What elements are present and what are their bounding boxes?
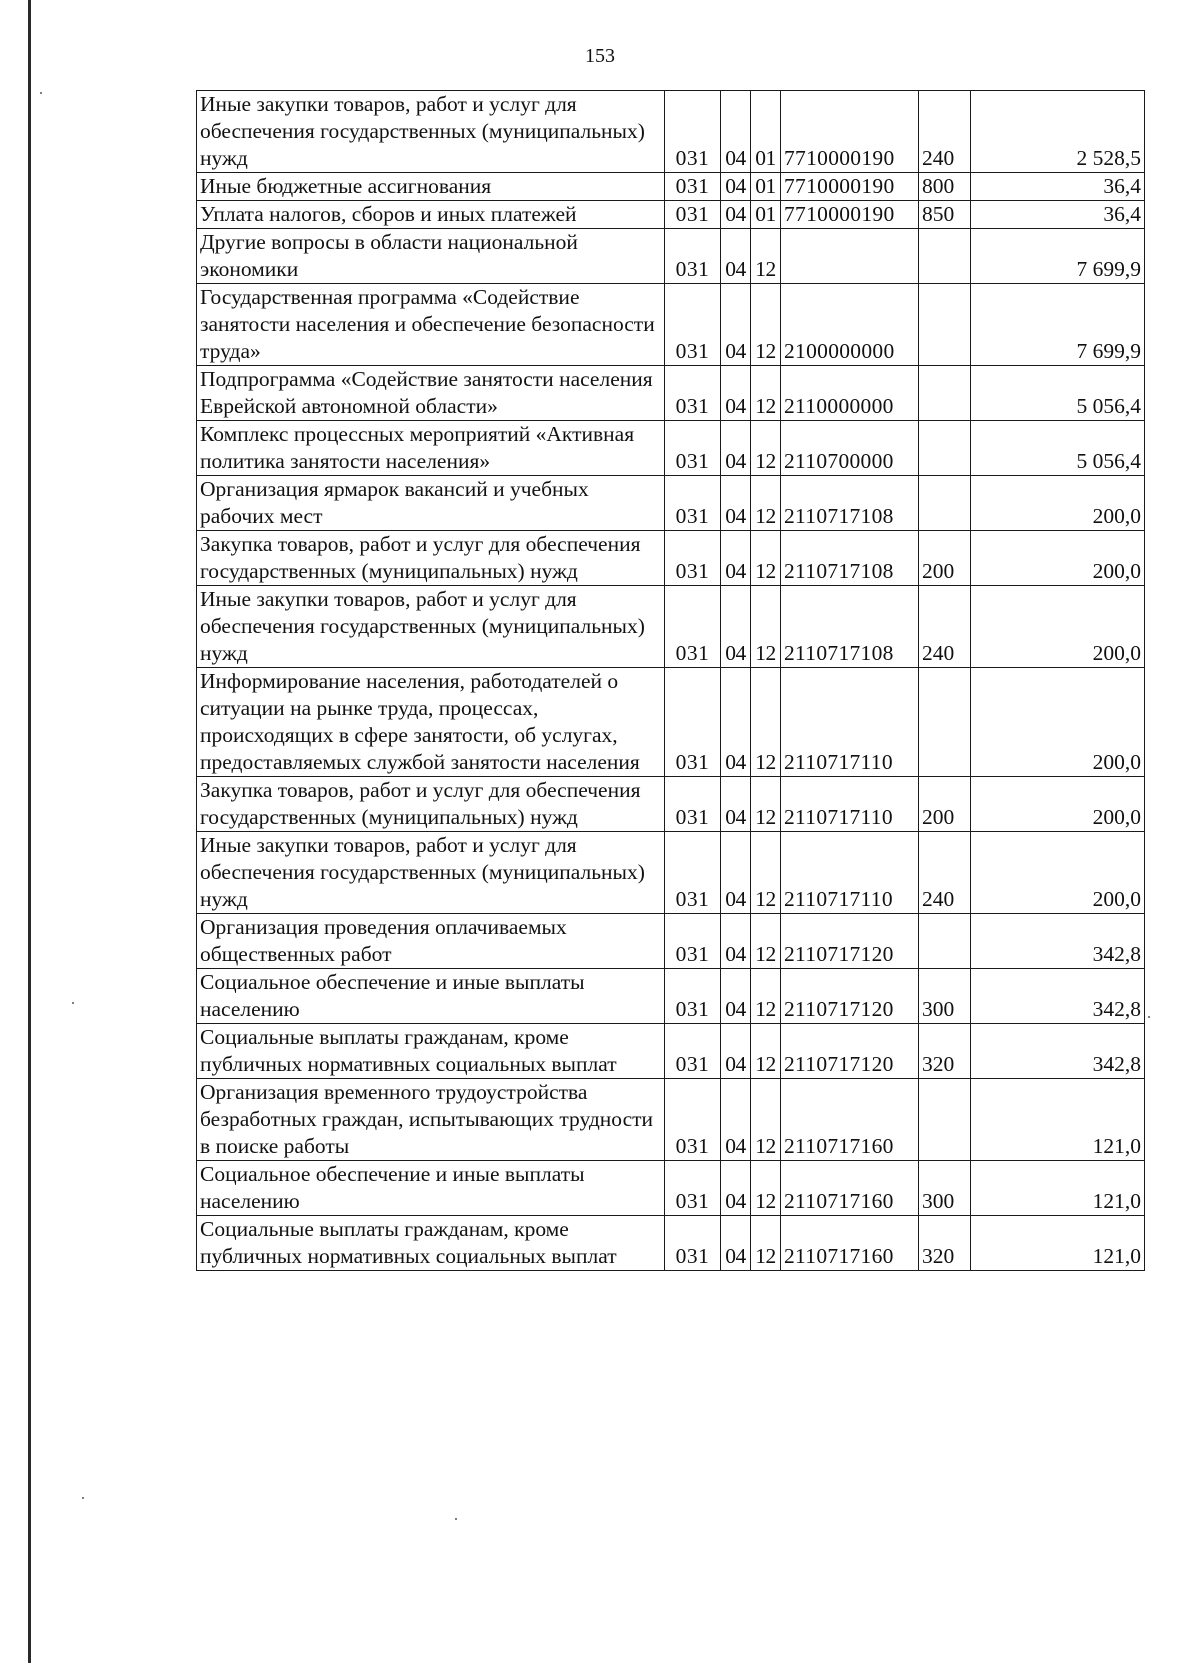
table-body [197, 91, 1145, 1271]
code-gr: 031 [665, 668, 721, 777]
code-gr: 031 [665, 586, 721, 668]
item-name: Социальные выплаты гражданам, кроме публичных нормативных социальных выплат [197, 1024, 665, 1079]
item-name: Социальное обеспечение и иные выплаты населению [197, 1161, 665, 1216]
scan-speck [82, 1497, 84, 1499]
code-csr: 2110717108 [781, 531, 919, 586]
item-name: Социальное обеспечение и иные выплаты населению [197, 969, 665, 1024]
item-name: Закупка товаров, работ и услуг для обеспечения государственных (муниципальных) нужд [197, 777, 665, 832]
code-gr: 031 [665, 1216, 721, 1271]
code-vr: 300 [919, 969, 971, 1024]
code-pr: 12 [751, 1216, 781, 1271]
code-rz: 04 [721, 476, 751, 531]
item-name: Иные бюджетные ассигнования [197, 173, 665, 201]
item-name: Закупка товаров, работ и услуг для обеспечения государственных (муниципальных) нужд [197, 531, 665, 586]
code-pr: 12 [751, 914, 781, 969]
code-csr: 2110000000 [781, 366, 919, 421]
item-name: Государственная программа «Содействие занятости населения и обеспечение безопасности труда» [197, 284, 665, 366]
code-csr [781, 229, 919, 284]
code-rz: 04 [721, 201, 751, 229]
code-csr: 2110717120 [781, 914, 919, 969]
code-rz: 04 [721, 969, 751, 1024]
code-pr: 12 [751, 421, 781, 476]
code-rz: 04 [721, 91, 751, 173]
code-gr: 031 [665, 229, 721, 284]
code-gr: 031 [665, 421, 721, 476]
amount: 36,4 [971, 173, 1145, 201]
code-rz: 04 [721, 421, 751, 476]
table-row [197, 1161, 1145, 1216]
code-rz: 04 [721, 531, 751, 586]
code-gr: 031 [665, 366, 721, 421]
amount: 7 699,9 [971, 229, 1145, 284]
code-vr [919, 1079, 971, 1161]
table-row [197, 914, 1145, 969]
amount: 342,8 [971, 914, 1145, 969]
code-vr [919, 668, 971, 777]
amount: 200,0 [971, 531, 1145, 586]
code-vr [919, 284, 971, 366]
code-gr: 031 [665, 777, 721, 832]
table-row [197, 1024, 1145, 1079]
amount: 200,0 [971, 777, 1145, 832]
item-name: Организация ярмарок вакансий и учебных рабочих мест [197, 476, 665, 531]
amount: 200,0 [971, 832, 1145, 914]
code-pr: 12 [751, 586, 781, 668]
code-csr: 2110700000 [781, 421, 919, 476]
code-vr: 320 [919, 1024, 971, 1079]
item-name: Информирование населения, работодателей о ситуации на рынке труда, процессах, происходящих в сфере занятости, об услугах, предоставляемых службой занятости населения [197, 668, 665, 777]
code-vr: 200 [919, 777, 971, 832]
code-pr: 01 [751, 173, 781, 201]
code-pr: 12 [751, 1161, 781, 1216]
code-vr [919, 476, 971, 531]
code-vr [919, 229, 971, 284]
code-pr: 12 [751, 531, 781, 586]
code-csr: 7710000190 [781, 201, 919, 229]
code-csr: 2110717110 [781, 777, 919, 832]
table-row [197, 668, 1145, 777]
code-rz: 04 [721, 668, 751, 777]
table-row [197, 476, 1145, 531]
code-vr: 240 [919, 832, 971, 914]
code-pr: 12 [751, 832, 781, 914]
amount: 200,0 [971, 586, 1145, 668]
code-gr: 031 [665, 531, 721, 586]
code-gr: 031 [665, 173, 721, 201]
table-row [197, 173, 1145, 201]
binding-line [28, 0, 31, 1663]
code-pr: 12 [751, 777, 781, 832]
code-rz: 04 [721, 366, 751, 421]
item-name: Иные закупки товаров, работ и услуг для обеспечения государственных (муниципальных) нужд [197, 832, 665, 914]
code-rz: 04 [721, 1161, 751, 1216]
code-pr: 12 [751, 229, 781, 284]
code-rz: 04 [721, 173, 751, 201]
amount: 5 056,4 [971, 366, 1145, 421]
code-vr: 240 [919, 91, 971, 173]
code-gr: 031 [665, 832, 721, 914]
item-name: Социальные выплаты гражданам, кроме публичных нормативных социальных выплат [197, 1216, 665, 1271]
amount: 36,4 [971, 201, 1145, 229]
code-vr [919, 421, 971, 476]
code-pr: 12 [751, 1079, 781, 1161]
item-name: Иные закупки товаров, работ и услуг для обеспечения государственных (муниципальных) нужд [197, 586, 665, 668]
code-gr: 031 [665, 476, 721, 531]
amount: 342,8 [971, 1024, 1145, 1079]
item-name: Другие вопросы в области национальной экономики [197, 229, 665, 284]
code-csr: 2110717120 [781, 969, 919, 1024]
table-row [197, 586, 1145, 668]
amount: 2 528,5 [971, 91, 1145, 173]
code-pr: 01 [751, 91, 781, 173]
table-row [197, 1079, 1145, 1161]
code-csr: 2110717160 [781, 1161, 919, 1216]
amount: 121,0 [971, 1216, 1145, 1271]
code-rz: 04 [721, 229, 751, 284]
code-gr: 031 [665, 91, 721, 173]
amount: 121,0 [971, 1079, 1145, 1161]
code-gr: 031 [665, 914, 721, 969]
scan-speck [455, 1518, 457, 1520]
item-name: Организация временного трудоустройства безработных граждан, испытывающих трудности в поиске работы [197, 1079, 665, 1161]
code-rz: 04 [721, 832, 751, 914]
code-csr: 7710000190 [781, 91, 919, 173]
code-rz: 04 [721, 284, 751, 366]
code-gr: 031 [665, 1079, 721, 1161]
code-gr: 031 [665, 201, 721, 229]
code-vr: 850 [919, 201, 971, 229]
code-pr: 12 [751, 476, 781, 531]
table-row [197, 1216, 1145, 1271]
item-name: Подпрограмма «Содействие занятости населения Еврейской автономной области» [197, 366, 665, 421]
budget-table [196, 90, 1145, 1271]
table-row [197, 91, 1145, 173]
code-csr: 2110717110 [781, 668, 919, 777]
code-gr: 031 [665, 284, 721, 366]
amount: 5 056,4 [971, 421, 1145, 476]
code-csr: 2110717108 [781, 586, 919, 668]
code-csr: 2110717160 [781, 1216, 919, 1271]
table-row [197, 229, 1145, 284]
code-pr: 12 [751, 668, 781, 777]
code-vr: 240 [919, 586, 971, 668]
code-csr: 2110717160 [781, 1079, 919, 1161]
table-row [197, 531, 1145, 586]
table-row [197, 366, 1145, 421]
code-pr: 12 [751, 969, 781, 1024]
code-pr: 12 [751, 366, 781, 421]
code-vr [919, 366, 971, 421]
code-rz: 04 [721, 777, 751, 832]
table-row [197, 421, 1145, 476]
code-csr: 2110717110 [781, 832, 919, 914]
item-name: Организация проведения оплачиваемых общественных работ [197, 914, 665, 969]
amount: 7 699,9 [971, 284, 1145, 366]
amount: 342,8 [971, 969, 1145, 1024]
table-row [197, 201, 1145, 229]
code-pr: 12 [751, 284, 781, 366]
code-rz: 04 [721, 1024, 751, 1079]
code-vr: 800 [919, 173, 971, 201]
page-number: 153 [585, 45, 615, 67]
code-csr: 2110717108 [781, 476, 919, 531]
amount: 200,0 [971, 476, 1145, 531]
scan-speck [1148, 1016, 1150, 1018]
code-vr [919, 914, 971, 969]
table-row [197, 832, 1145, 914]
code-vr: 320 [919, 1216, 971, 1271]
code-rz: 04 [721, 586, 751, 668]
scan-speck [40, 92, 42, 94]
code-gr: 031 [665, 969, 721, 1024]
table-row [197, 777, 1145, 832]
code-csr: 2100000000 [781, 284, 919, 366]
code-vr: 300 [919, 1161, 971, 1216]
code-csr: 7710000190 [781, 173, 919, 201]
code-gr: 031 [665, 1161, 721, 1216]
table-row [197, 969, 1145, 1024]
amount: 121,0 [971, 1161, 1145, 1216]
item-name: Комплекс процессных мероприятий «Активная политика занятости населения» [197, 421, 665, 476]
code-vr: 200 [919, 531, 971, 586]
item-name: Уплата налогов, сборов и иных платежей [197, 201, 665, 229]
amount: 200,0 [971, 668, 1145, 777]
code-gr: 031 [665, 1024, 721, 1079]
code-rz: 04 [721, 914, 751, 969]
item-name: Иные закупки товаров, работ и услуг для обеспечения государственных (муниципальных) нужд [197, 91, 665, 173]
table-row [197, 284, 1145, 366]
code-rz: 04 [721, 1216, 751, 1271]
code-rz: 04 [721, 1079, 751, 1161]
scan-speck [72, 1002, 74, 1004]
code-pr: 01 [751, 201, 781, 229]
code-pr: 12 [751, 1024, 781, 1079]
code-csr: 2110717120 [781, 1024, 919, 1079]
